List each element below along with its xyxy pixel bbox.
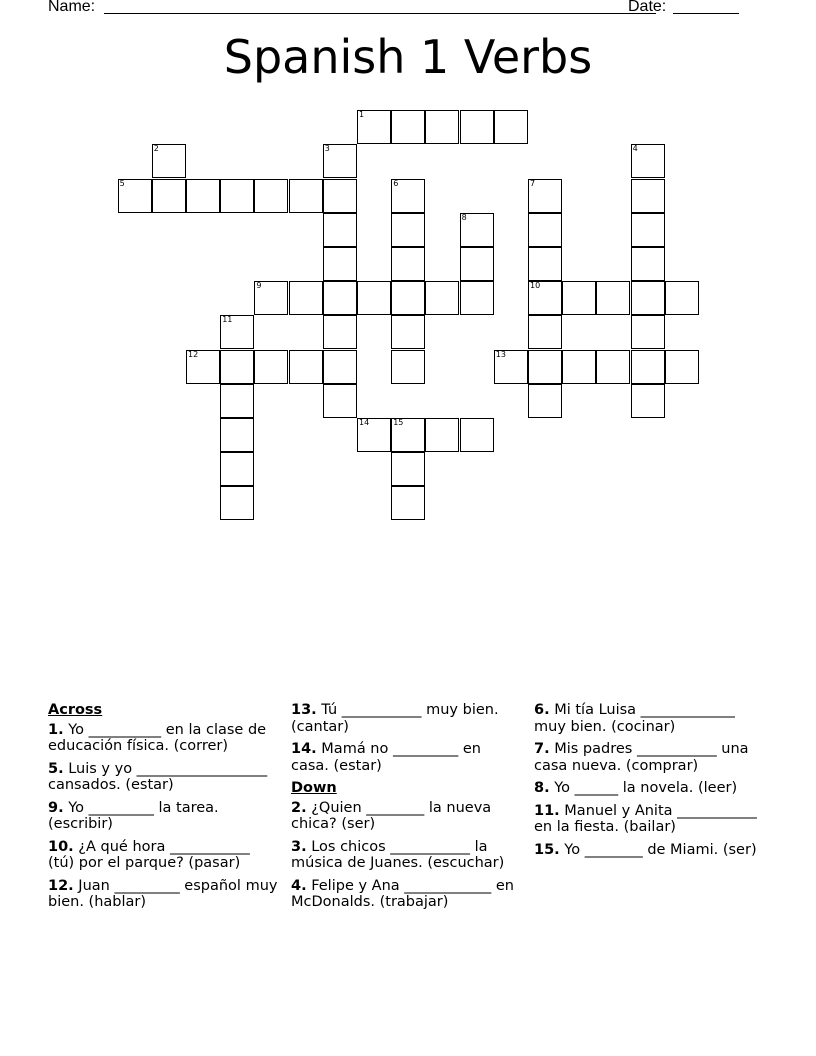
clue-item-number: 1.: [48, 721, 64, 738]
clue-item-text: Manuel y Anita ___________ en la fiesta. (bailar): [534, 802, 757, 835]
clue-number: 5: [119, 178, 125, 188]
crossword-cell[interactable]: [289, 281, 323, 315]
crossword-cell[interactable]: [460, 247, 494, 281]
crossword-cell[interactable]: [596, 281, 630, 315]
crossword-cell[interactable]: [254, 281, 288, 315]
crossword-cell[interactable]: [528, 213, 562, 247]
crossword-cell[interactable]: [220, 418, 254, 452]
crossword-cell[interactable]: [323, 213, 357, 247]
clue-item-number: 6.: [534, 702, 550, 718]
crossword-cell[interactable]: [391, 281, 425, 315]
clue-item-number: 2.: [291, 799, 307, 816]
crossword-cell[interactable]: [425, 110, 459, 144]
crossword-cell[interactable]: [391, 213, 425, 247]
name-label: Name:: [48, 0, 96, 15]
crossword-cell[interactable]: [391, 179, 425, 213]
clue-number: 1: [359, 110, 365, 120]
clue-item-text: Felipe y Ana ____________ en McDonalds. (trabajar): [291, 877, 514, 910]
crossword-cell[interactable]: [425, 418, 459, 452]
crossword-cell[interactable]: [323, 350, 357, 384]
clue-item: [48, 761, 280, 794]
crossword-cell[interactable]: [665, 281, 699, 315]
crossword-cell[interactable]: [631, 247, 665, 281]
down-clue-list-continued: [534, 702, 766, 858]
crossword-cell[interactable]: [494, 110, 528, 144]
clue-number: 13: [495, 349, 506, 359]
crossword-cell[interactable]: [220, 452, 254, 486]
clue-item-text: Yo __________ en la clase de educación física. (correr): [48, 721, 267, 754]
clue-item-number: 13.: [291, 702, 317, 718]
clue-item-number: 9.: [48, 799, 64, 816]
clues-column-1: [48, 702, 280, 917]
clue-item-text: Yo ________ de Miami. (ser): [559, 841, 757, 858]
crossword-cell[interactable]: [220, 486, 254, 520]
clue-item-text: ¿A qué hora ___________ (tú) por el parque? (pasar): [48, 838, 250, 871]
clue-item-number: 11.: [534, 802, 560, 819]
clue-number: 12: [188, 349, 199, 359]
clue-item-text: Yo _________ la tarea. (escribir): [48, 799, 219, 832]
crossword-cell[interactable]: [425, 281, 459, 315]
clue-item: [48, 839, 280, 872]
clue-item-number: 7.: [534, 741, 550, 757]
crossword-cell[interactable]: [528, 384, 562, 418]
crossword-cell[interactable]: [220, 384, 254, 418]
clue-number: 10: [530, 281, 541, 291]
crossword-cell[interactable]: [254, 179, 288, 213]
clue-item-text: Los chicos ___________ la música de Juanes. (escuchar): [291, 838, 505, 871]
clue-item: [534, 842, 766, 859]
clue-number: 14: [359, 417, 370, 427]
crossword-cell[interactable]: [323, 384, 357, 418]
clue-item-number: 8.: [534, 780, 550, 796]
clue-item: [534, 780, 766, 797]
crossword-cell[interactable]: [494, 350, 528, 384]
clue-item-text: Tú ___________ muy bien. (cantar): [291, 702, 499, 735]
crossword-cell[interactable]: [391, 418, 425, 452]
crossword-cell[interactable]: [391, 110, 425, 144]
crossword-cell[interactable]: [631, 213, 665, 247]
clue-item-text: Luis y yo __________________ cansados. (estar): [48, 760, 268, 793]
crossword-cell[interactable]: [391, 486, 425, 520]
page-title: Spanish 1 Verbs: [223, 30, 593, 84]
clue-item-number: 15.: [534, 841, 560, 858]
clue-item: [48, 800, 280, 833]
clue-item-text: Mamá no _________ en casa. (estar): [291, 741, 481, 774]
crossword-cell[interactable]: [665, 350, 699, 384]
crossword-cell[interactable]: [254, 350, 288, 384]
crossword-cell[interactable]: [528, 179, 562, 213]
crossword-cell[interactable]: [460, 110, 494, 144]
crossword-cell[interactable]: [460, 281, 494, 315]
crossword-cell[interactable]: [596, 350, 630, 384]
crossword-cell[interactable]: [323, 179, 357, 213]
clue-item-number: 14.: [291, 741, 317, 757]
clue-number: 15: [393, 417, 404, 427]
clue-item-number: 4.: [291, 877, 307, 894]
crossword-cell[interactable]: [357, 281, 391, 315]
crossword-cell[interactable]: [357, 110, 391, 144]
clue-item-text: Mi tía Luisa _____________ muy bien. (cocinar): [534, 702, 735, 735]
crossword-cell[interactable]: [631, 281, 665, 315]
clue-item: [48, 878, 280, 911]
crossword-cell[interactable]: [460, 213, 494, 247]
clue-item: [534, 741, 766, 774]
crossword-cell[interactable]: [528, 315, 562, 349]
across-clue-list: [48, 722, 280, 911]
clue-item-number: 3.: [291, 838, 307, 855]
clue-item-number: 10.: [48, 838, 74, 855]
crossword-cell[interactable]: [391, 452, 425, 486]
clue-number: 2: [153, 144, 159, 154]
crossword-cell[interactable]: [631, 350, 665, 384]
crossword-cell[interactable]: [289, 179, 323, 213]
crossword-cell[interactable]: [323, 144, 357, 178]
clue-item-text: Yo ______ la novela. (leer): [549, 780, 738, 796]
clue-item: [291, 800, 523, 833]
clue-item-number: 12.: [48, 877, 74, 894]
crossword-cell[interactable]: [631, 179, 665, 213]
crossword-cell[interactable]: [323, 315, 357, 349]
clue-item-text: ¿Quien ________ la nueva chica? (ser): [291, 799, 492, 832]
crossword-cell[interactable]: [528, 247, 562, 281]
clue-item: [534, 803, 766, 836]
crossword-cell[interactable]: [391, 247, 425, 281]
across-heading: Across: [48, 702, 103, 718]
crossword-cell[interactable]: [186, 179, 220, 213]
clue-item: [291, 878, 523, 911]
down-clue-list: [291, 800, 523, 911]
crossword-cell[interactable]: [323, 247, 357, 281]
clue-item: [291, 741, 523, 774]
clue-item: [291, 702, 523, 735]
clue-item: [291, 839, 523, 872]
clue-item-number: 5.: [48, 760, 64, 777]
date-label: Date:: [628, 0, 667, 15]
down-heading: Down: [291, 780, 337, 796]
crossword-cell[interactable]: [562, 281, 596, 315]
crossword-cell[interactable]: [118, 179, 152, 213]
crossword-cell[interactable]: [631, 315, 665, 349]
clue-item-text: Juan _________ español muy bien. (hablar): [48, 877, 278, 910]
clue-number: 7: [530, 178, 536, 188]
clue-number: 11: [222, 315, 233, 325]
crossword-cell[interactable]: [220, 179, 254, 213]
clues-column-2: [291, 702, 523, 917]
crossword-cell[interactable]: [152, 179, 186, 213]
across-clue-list-continued: [291, 702, 523, 774]
crossword-cell[interactable]: [528, 281, 562, 315]
clue-item: [534, 702, 766, 735]
clues-column-3: [534, 702, 766, 864]
clue-item-text: Mis padres ___________ una casa nueva. (comprar): [534, 741, 749, 774]
clue-number: 3: [324, 144, 330, 154]
clue-number: 4: [632, 144, 638, 154]
crossword-cell[interactable]: [631, 384, 665, 418]
clue-number: 9: [256, 281, 262, 291]
crossword-cell[interactable]: [323, 281, 357, 315]
crossword-cell[interactable]: [391, 350, 425, 384]
clue-number: 8: [461, 212, 467, 222]
crossword-cell[interactable]: [220, 350, 254, 384]
clue-item: [48, 722, 280, 755]
crossword-cell[interactable]: [289, 350, 323, 384]
crossword-cell[interactable]: [391, 315, 425, 349]
crossword-cell[interactable]: [357, 418, 391, 452]
crossword-cell[interactable]: [528, 350, 562, 384]
crossword-cell[interactable]: [631, 144, 665, 178]
clue-number: 6: [393, 178, 399, 188]
crossword-cell[interactable]: [220, 315, 254, 349]
crossword-cell[interactable]: [460, 418, 494, 452]
crossword-cell[interactable]: [152, 144, 186, 178]
crossword-cell[interactable]: [186, 350, 220, 384]
crossword-cell[interactable]: [562, 350, 596, 384]
